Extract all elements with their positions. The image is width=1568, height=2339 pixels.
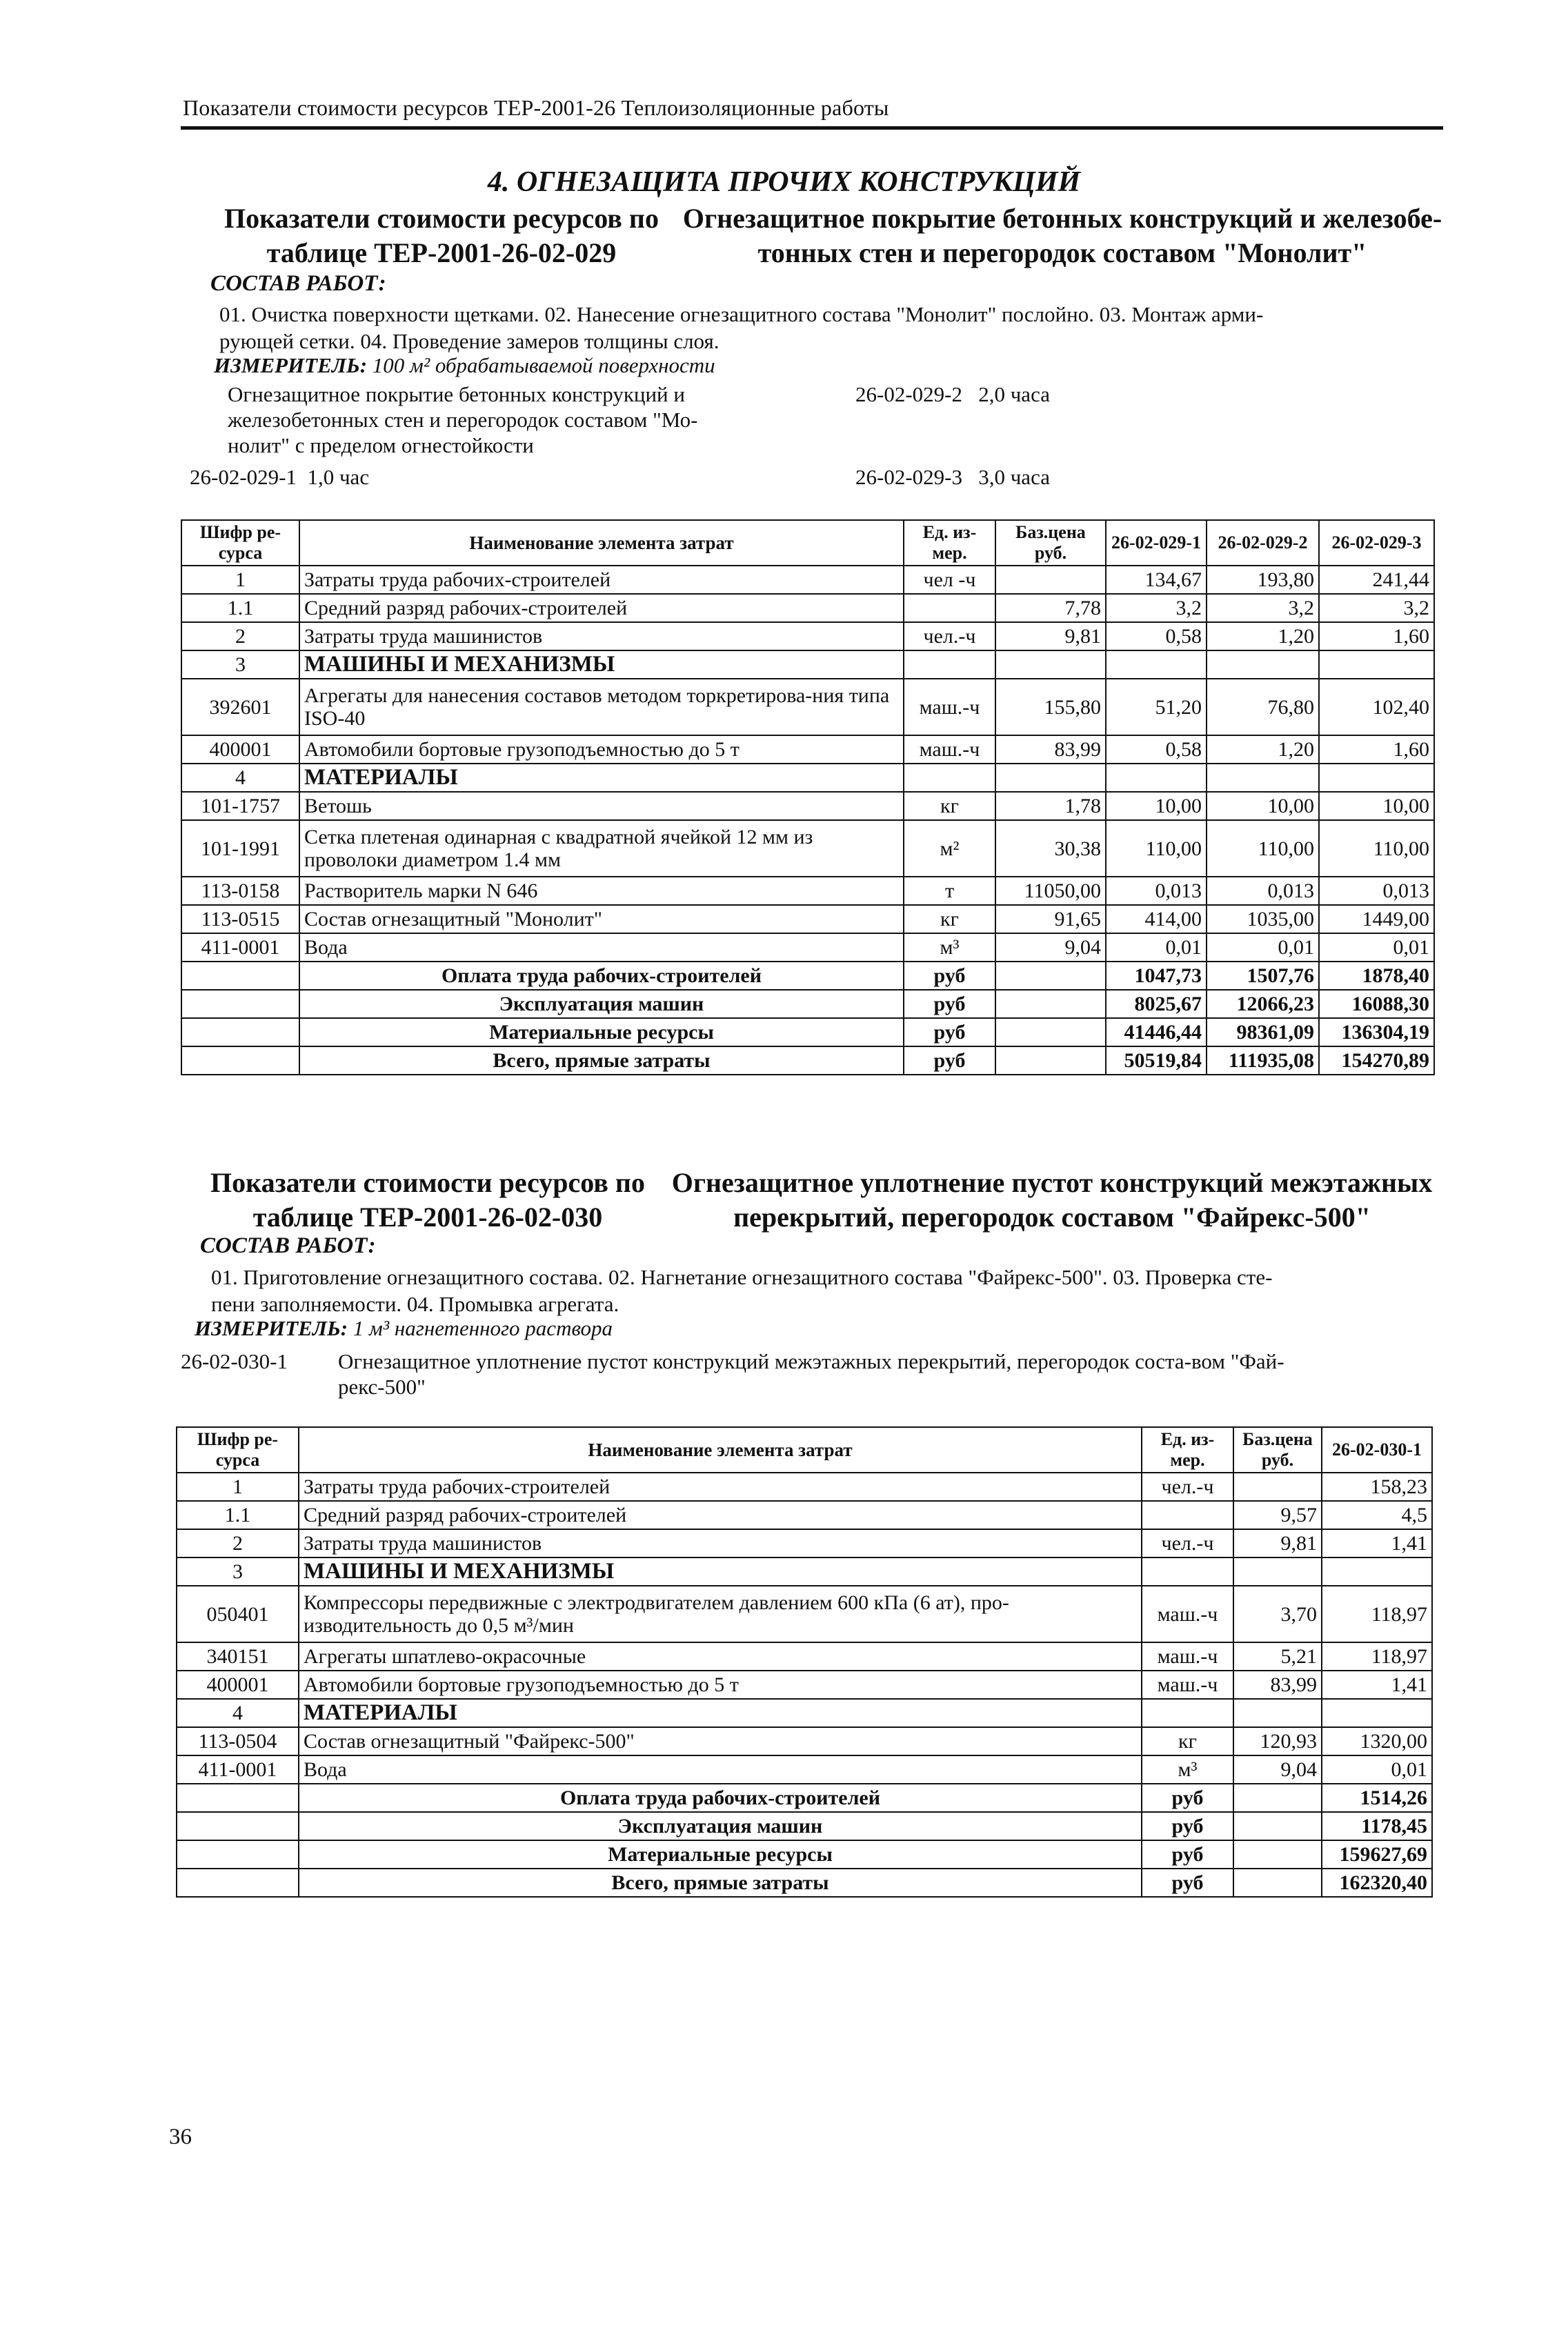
cell-unit <box>1142 1501 1233 1529</box>
block1-ref-line2: таблице ТЕР-2001-26-02-029 <box>266 237 617 268</box>
cell-value-3: 136304,19 <box>1319 1018 1434 1046</box>
block1-measure <box>214 353 715 378</box>
header-name: Наименование элемента затрат <box>299 520 904 566</box>
cell-value-1: 134,67 <box>1106 566 1207 594</box>
cell-name: Материальные ресурсы <box>299 1840 1142 1869</box>
cell-unit: руб <box>904 962 995 990</box>
cell-price: 155,80 <box>995 679 1106 735</box>
cell-unit: т <box>904 877 995 905</box>
block1-desc <box>228 381 780 458</box>
block1-desc-line1: Огнезащитное покрытие бетонных конструкций и <box>228 382 685 406</box>
cell-unit: маш.-ч <box>904 735 995 764</box>
cell-value-2: 1507,76 <box>1207 962 1319 990</box>
cell-name: Затраты труда машинистов <box>299 622 904 650</box>
cell-value-2: 1035,00 <box>1207 905 1319 933</box>
cell-value-1: 8025,67 <box>1106 990 1207 1018</box>
cell-value-3: 1,60 <box>1319 622 1434 650</box>
cell-value-2: 0,01 <box>1207 933 1319 962</box>
block2-resource-table <box>176 1426 1433 1898</box>
cell-unit: руб <box>1142 1840 1233 1869</box>
cell-unit: руб <box>1142 1784 1233 1812</box>
cell-code: 3 <box>177 1557 299 1586</box>
block1-table-name <box>679 201 1445 270</box>
cell-price: 83,99 <box>995 735 1106 764</box>
cell-code: 400001 <box>177 1671 299 1699</box>
cell-name: Агрегаты шпатлево-окрасочные <box>299 1642 1142 1671</box>
cell-value-2 <box>1207 764 1319 792</box>
block1-sostav-label: СОСТАВ РАБОТ: <box>210 271 386 296</box>
block1-pos1: 26-02-029-1 1,0 час <box>190 465 370 489</box>
total-row <box>177 1812 1432 1840</box>
cell-name: Эксплуатация машин <box>299 1812 1142 1840</box>
table-row <box>181 905 1434 933</box>
cell-price <box>1233 1473 1322 1501</box>
cell-price <box>995 962 1106 990</box>
cell-code: 113-0158 <box>181 877 299 905</box>
cell-unit: кг <box>904 792 995 820</box>
cell-value-1: 159627,69 <box>1322 1840 1432 1869</box>
cell-value-1: 118,97 <box>1322 1642 1432 1671</box>
table-row <box>177 1727 1432 1755</box>
cell-unit: руб <box>904 990 995 1018</box>
cell-code: 411-0001 <box>177 1755 299 1784</box>
cell-name: Состав огнезащитный "Файрекс-500" <box>299 1727 1142 1755</box>
table-header-row <box>181 520 1434 566</box>
cell-name: Затраты труда рабочих-строителей <box>299 1473 1142 1501</box>
cell-price: 9,04 <box>1233 1755 1322 1784</box>
total-row <box>177 1784 1432 1812</box>
block1-name-line1: Огнезащитное покрытие бетонных конструкций и железобе- <box>682 203 1442 234</box>
cell-value-2: 193,80 <box>1207 566 1319 594</box>
block1-ref-line1: Показатели стоимости ресурсов по <box>224 203 659 234</box>
cell-value-2: 3,2 <box>1207 594 1319 622</box>
cell-value-3 <box>1319 764 1434 792</box>
table-row <box>181 594 1434 622</box>
cell-price: 9,81 <box>995 622 1106 650</box>
cell-price: 9,81 <box>1233 1529 1322 1557</box>
cell-price <box>995 990 1106 1018</box>
table-row <box>177 1501 1432 1529</box>
cell-code <box>181 962 299 990</box>
cell-code: 2 <box>177 1529 299 1557</box>
cell-value-1: 3,2 <box>1106 594 1207 622</box>
table-row <box>177 1671 1432 1699</box>
cell-unit <box>1142 1699 1233 1727</box>
cell-value-1 <box>1322 1557 1432 1586</box>
cell-name: Средний разряд рабочих-строителей <box>299 1501 1142 1529</box>
cell-name: Состав огнезащитный "Монолит" <box>299 905 904 933</box>
cell-value-1: 1178,45 <box>1322 1812 1432 1840</box>
table-row <box>177 1586 1432 1642</box>
block1-pos3: 26-02-029-3 3,0 часа <box>855 465 1050 489</box>
cell-code: 400001 <box>181 735 299 764</box>
cell-value-2: 110,00 <box>1207 820 1319 877</box>
cell-unit: кг <box>1142 1727 1233 1755</box>
cell-code <box>181 1046 299 1075</box>
table-row <box>177 1529 1432 1557</box>
block1-izm-label: ИЗМЕРИТЕЛЬ: <box>214 353 368 377</box>
table-row <box>181 820 1434 877</box>
block1-desc-line2: железобетонных стен и перегородок составом "Мо- <box>228 408 698 432</box>
block1-pos2: 26-02-029-2 2,0 часа <box>855 382 1050 406</box>
cell-name: Вода <box>299 1755 1142 1784</box>
cell-value-1 <box>1322 1699 1432 1727</box>
cell-price <box>995 1046 1106 1075</box>
cell-unit: маш.-ч <box>1142 1586 1233 1642</box>
block1-works <box>219 301 1454 355</box>
cell-name: Всего, прямые затраты <box>299 1869 1142 1897</box>
cell-value-1: 1,41 <box>1322 1671 1432 1699</box>
header-unit: Ед. из-мер. <box>904 520 995 566</box>
cell-name: Оплата труда рабочих-строителей <box>299 1784 1142 1812</box>
cell-code <box>177 1869 299 1897</box>
cell-value-3: 3,2 <box>1319 594 1434 622</box>
cell-value-1: 0,58 <box>1106 735 1207 764</box>
cell-name: МАШИНЫ И МЕХАНИЗМЫ <box>299 1557 1142 1586</box>
table-row <box>177 1755 1432 1784</box>
block2-name-line2: перекрытий, перегородок составом "Файрекс-500" <box>733 1202 1371 1233</box>
cell-price <box>995 1018 1106 1046</box>
cell-name: Затраты труда машинистов <box>299 1529 1142 1557</box>
header-rule <box>181 126 1443 130</box>
cell-unit: чел.-ч <box>1142 1529 1233 1557</box>
cell-value-1: 0,01 <box>1106 933 1207 962</box>
cell-price: 5,21 <box>1233 1642 1322 1671</box>
section-row <box>177 1557 1432 1586</box>
block2-works-line1: 01. Приготовление огнезащитного состава. 02. Нагнетание огнезащитного состава "Файрекс-500". 03. Проверка сте- <box>211 1265 1273 1289</box>
cell-unit: м³ <box>1142 1755 1233 1784</box>
cell-price: 3,70 <box>1233 1586 1322 1642</box>
cell-name: Затраты труда рабочих-строителей <box>299 566 904 594</box>
cell-value-2: 12066,23 <box>1207 990 1319 1018</box>
block2-table-name <box>662 1166 1442 1235</box>
header-code: Шифр ре-сурса <box>181 520 299 566</box>
block2-sostav-label: СОСТАВ РАБОТ: <box>200 1233 376 1258</box>
cell-unit: чел.-ч <box>1142 1473 1233 1501</box>
cell-value-3: 0,01 <box>1319 933 1434 962</box>
running-title: Показатели стоимости ресурсов ТЕР-2001-26 Теплоизоляционные работы <box>183 95 889 120</box>
table-row <box>177 1473 1432 1501</box>
cell-value-2: 76,80 <box>1207 679 1319 735</box>
cell-value-1: 414,00 <box>1106 905 1207 933</box>
cell-price: 11050,00 <box>995 877 1106 905</box>
cell-value-1: 0,013 <box>1106 877 1207 905</box>
cell-code <box>181 1018 299 1046</box>
header-price: Баз.цена руб. <box>1233 1427 1322 1473</box>
cell-price <box>995 650 1106 679</box>
header-name: Наименование элемента затрат <box>299 1427 1142 1473</box>
cell-value-1: 1514,26 <box>1322 1784 1432 1812</box>
cell-unit: маш.-ч <box>1142 1642 1233 1671</box>
total-row <box>181 962 1434 990</box>
cell-code: 340151 <box>177 1642 299 1671</box>
cell-price <box>1233 1784 1322 1812</box>
cell-name: МАТЕРИАЛЫ <box>299 1699 1142 1727</box>
cell-value-2: 10,00 <box>1207 792 1319 820</box>
cell-value-3: 0,013 <box>1319 877 1434 905</box>
block2-pos-line2: рекс-500" <box>338 1375 426 1399</box>
cell-value-3: 154270,89 <box>1319 1046 1434 1075</box>
cell-name: Компрессоры передвижные с электродвигателем давлением 600 кПа (6 ат), про-изводительность до 0,5 м³/мин <box>299 1586 1142 1642</box>
cell-name: Материальные ресурсы <box>299 1018 904 1046</box>
block2-works-line2: пени заполняемости. 04. Промывка агрегата. <box>211 1292 619 1316</box>
cell-price: 91,65 <box>995 905 1106 933</box>
block2-pos-code: 26-02-030-1 <box>181 1349 288 1373</box>
block1-works-line2: рующей сетки. 04. Проведение замеров толщины слоя. <box>219 329 720 353</box>
cell-value-1: 118,97 <box>1322 1586 1432 1642</box>
page-number: 36 <box>169 2124 192 2149</box>
cell-value-1: 1,41 <box>1322 1529 1432 1557</box>
cell-price <box>1233 1840 1322 1869</box>
cell-value-3: 102,40 <box>1319 679 1434 735</box>
cell-value-1: 10,00 <box>1106 792 1207 820</box>
total-row <box>181 1046 1434 1075</box>
total-row <box>181 1018 1434 1046</box>
cell-value-2 <box>1207 650 1319 679</box>
cell-value-1: 41446,44 <box>1106 1018 1207 1046</box>
cell-code: 4 <box>181 764 299 792</box>
cell-price <box>1233 1557 1322 1586</box>
block1-table-body <box>181 566 1434 1075</box>
block2-pos-line1: Огнезащитное уплотнение пустот конструкций межэтажных перекрытий, перегородок соста-вом "Фай- <box>338 1349 1284 1373</box>
cell-value-2: 0,013 <box>1207 877 1319 905</box>
cell-code: 1 <box>181 566 299 594</box>
block1-name-line2: тонных стен и перегородок составом "Монолит" <box>757 237 1367 268</box>
total-row <box>177 1840 1432 1869</box>
cell-name: Растворитель марки N 646 <box>299 877 904 905</box>
cell-name: Вода <box>299 933 904 962</box>
cell-value-3: 110,00 <box>1319 820 1434 877</box>
cell-unit: маш.-ч <box>904 679 995 735</box>
section-row <box>181 650 1434 679</box>
cell-unit: м² <box>904 820 995 877</box>
total-row <box>181 990 1434 1018</box>
block1-izm-value: 100 м² обрабатываемой поверхности <box>372 353 715 377</box>
cell-name: Агрегаты для нанесения составов методом торкретирова-ния типа ISO-40 <box>299 679 904 735</box>
cell-unit <box>904 650 995 679</box>
table-header-row <box>177 1427 1432 1473</box>
cell-unit: руб <box>1142 1812 1233 1840</box>
section-title: 4. ОГНЕЗАЩИТА ПРОЧИХ КОНСТРУКЦИЙ <box>487 166 1081 198</box>
cell-code: 101-1757 <box>181 792 299 820</box>
cell-code: 4 <box>177 1699 299 1727</box>
cell-price <box>995 764 1106 792</box>
block2-pos-text <box>338 1348 1442 1400</box>
section-row <box>181 764 1434 792</box>
cell-price: 30,38 <box>995 820 1106 877</box>
cell-value-3: 16088,30 <box>1319 990 1434 1018</box>
cell-value-1: 1047,73 <box>1106 962 1207 990</box>
header-col3: 26-02-029-3 <box>1319 520 1434 566</box>
cell-value-1: 51,20 <box>1106 679 1207 735</box>
cell-price: 9,04 <box>995 933 1106 962</box>
cell-value-1: 1320,00 <box>1322 1727 1432 1755</box>
cell-value-1 <box>1106 650 1207 679</box>
header-unit: Ед. из-мер. <box>1142 1427 1233 1473</box>
cell-value-3: 1878,40 <box>1319 962 1434 990</box>
header-price: Баз.цена руб. <box>995 520 1106 566</box>
section-row <box>177 1699 1432 1727</box>
cell-unit <box>1142 1557 1233 1586</box>
table-row <box>177 1642 1432 1671</box>
block1-works-line1: 01. Очистка поверхности щетками. 02. Нанесение огнезащитного состава "Монолит" послойно. 03. Монтаж арми- <box>219 302 1264 326</box>
cell-code: 050401 <box>177 1586 299 1642</box>
cell-unit: чел -ч <box>904 566 995 594</box>
cell-price <box>1233 1869 1322 1897</box>
header-col2: 26-02-029-2 <box>1207 520 1319 566</box>
cell-price: 1,78 <box>995 792 1106 820</box>
cell-unit <box>904 594 995 622</box>
cell-name: Эксплуатация машин <box>299 990 904 1018</box>
block2-works <box>211 1264 1446 1317</box>
block1-resource-table <box>181 519 1435 1075</box>
cell-unit: кг <box>904 905 995 933</box>
block2-izm-value: 1 м³ нагнетенного раствора <box>353 1316 613 1340</box>
cell-value-3: 241,44 <box>1319 566 1434 594</box>
cell-code: 1 <box>177 1473 299 1501</box>
cell-value-1: 110,00 <box>1106 820 1207 877</box>
block1-table-ref <box>207 201 676 270</box>
block2-ref-line1: Показатели стоимости ресурсов по <box>210 1167 645 1198</box>
cell-value-1: 50519,84 <box>1106 1046 1207 1075</box>
table-row <box>181 566 1434 594</box>
total-row <box>177 1869 1432 1897</box>
cell-value-1: 0,01 <box>1322 1755 1432 1784</box>
cell-value-2: 111935,08 <box>1207 1046 1319 1075</box>
block1-desc-line3: нолит" с пределом огнестойкости <box>228 433 534 457</box>
cell-value-1: 4,5 <box>1322 1501 1432 1529</box>
block2-table-ref <box>193 1166 662 1235</box>
block2-ref-line2: таблице ТЕР-2001-26-02-030 <box>252 1202 603 1233</box>
cell-code: 101-1991 <box>181 820 299 877</box>
cell-price <box>1233 1812 1322 1840</box>
table-row <box>181 679 1434 735</box>
cell-value-1 <box>1106 764 1207 792</box>
cell-code: 2 <box>181 622 299 650</box>
cell-unit: руб <box>904 1018 995 1046</box>
cell-unit <box>904 764 995 792</box>
table-row <box>181 877 1434 905</box>
cell-value-1: 162320,40 <box>1322 1869 1432 1897</box>
cell-value-1: 0,58 <box>1106 622 1207 650</box>
header-col1: 26-02-030-1 <box>1322 1427 1432 1473</box>
cell-code <box>177 1812 299 1840</box>
table-row <box>181 735 1434 764</box>
cell-value-1: 158,23 <box>1322 1473 1432 1501</box>
header-code: Шифр ре-сурса <box>177 1427 299 1473</box>
cell-name: МАШИНЫ И МЕХАНИЗМЫ <box>299 650 904 679</box>
table-row <box>181 622 1434 650</box>
cell-unit: руб <box>1142 1869 1233 1897</box>
table-row <box>181 792 1434 820</box>
cell-name: Сетка плетеная одинарная с квадратной ячейкой 12 мм из проволоки диаметром 1.4 мм <box>299 820 904 877</box>
cell-value-3 <box>1319 650 1434 679</box>
cell-value-2: 98361,09 <box>1207 1018 1319 1046</box>
cell-unit: маш.-ч <box>1142 1671 1233 1699</box>
cell-code: 1.1 <box>177 1501 299 1529</box>
cell-name: Автомобили бортовые грузоподъемностью до 5 т <box>299 735 904 764</box>
cell-name: Средний разряд рабочих-строителей <box>299 594 904 622</box>
cell-code: 113-0504 <box>177 1727 299 1755</box>
cell-value-2: 1,20 <box>1207 735 1319 764</box>
block2-table-body <box>177 1473 1432 1897</box>
cell-price: 9,57 <box>1233 1501 1322 1529</box>
cell-code: 113-0515 <box>181 905 299 933</box>
cell-name: МАТЕРИАЛЫ <box>299 764 904 792</box>
cell-code <box>177 1784 299 1812</box>
cell-unit: м³ <box>904 933 995 962</box>
cell-name: Всего, прямые затраты <box>299 1046 904 1075</box>
cell-code <box>181 990 299 1018</box>
table-row <box>181 933 1434 962</box>
cell-price <box>995 566 1106 594</box>
cell-name: Оплата труда рабочих-строителей <box>299 962 904 990</box>
cell-code: 411-0001 <box>181 933 299 962</box>
cell-value-3: 10,00 <box>1319 792 1434 820</box>
cell-code: 3 <box>181 650 299 679</box>
cell-price: 83,99 <box>1233 1671 1322 1699</box>
block2-measure <box>195 1316 613 1341</box>
cell-price: 120,93 <box>1233 1727 1322 1755</box>
cell-code <box>177 1840 299 1869</box>
block2-name-line1: Огнезащитное уплотнение пустот конструкций межэтажных <box>671 1167 1433 1198</box>
cell-value-3: 1,60 <box>1319 735 1434 764</box>
cell-code: 1.1 <box>181 594 299 622</box>
cell-price: 7,78 <box>995 594 1106 622</box>
cell-unit: чел.-ч <box>904 622 995 650</box>
block2-izm-label: ИЗМЕРИТЕЛЬ: <box>195 1316 348 1340</box>
cell-value-2: 1,20 <box>1207 622 1319 650</box>
cell-name: Автомобили бортовые грузоподъемностью до 5 т <box>299 1671 1142 1699</box>
cell-code: 392601 <box>181 679 299 735</box>
cell-value-3: 1449,00 <box>1319 905 1434 933</box>
cell-price <box>1233 1699 1322 1727</box>
header-col1: 26-02-029-1 <box>1106 520 1207 566</box>
cell-name: Ветошь <box>299 792 904 820</box>
cell-unit: руб <box>904 1046 995 1075</box>
